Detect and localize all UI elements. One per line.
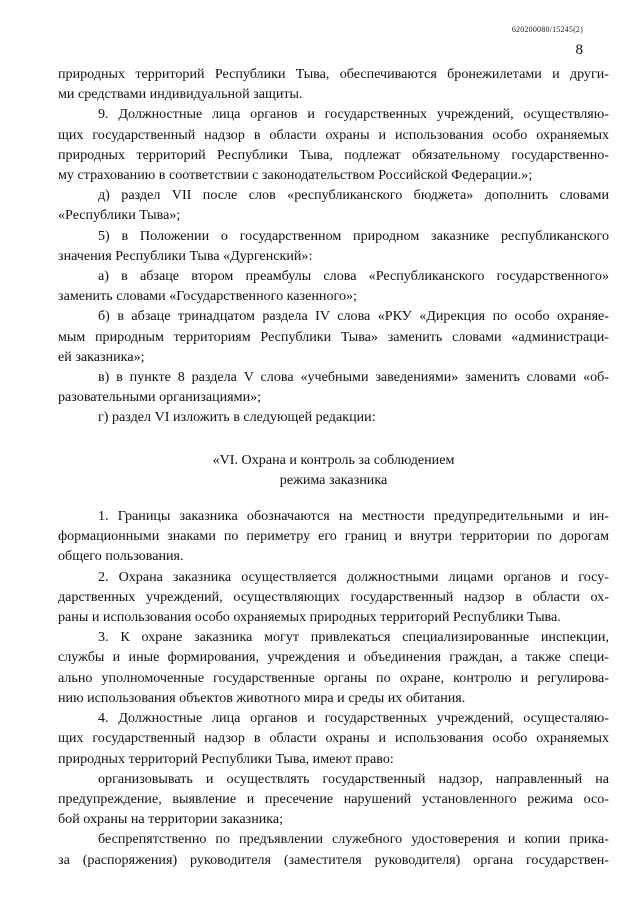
text-line: природных территорий Республики Тыва, обеспечиваются бронежилетами и други-: [58, 66, 609, 82]
text-line: щих государственный надзор в области охраны и использования особо охраняемых: [58, 730, 609, 747]
paragraph: [58, 708, 609, 769]
text-line: бой охраны на территории заказника;: [58, 811, 284, 828]
text-line: щих государственный надзор в области охраны и использования особо охраняемых: [58, 126, 609, 143]
text-line: мым природным территориям Республики Тыва» заменить словами «администраци-: [58, 328, 609, 345]
paragraph: [58, 567, 609, 628]
text-line: природных территорий Республики Тыва, подлежат обязательному государственно-: [58, 146, 609, 163]
text-line: ально уполномоченные государственные органы по охране, контролю и регулирова-: [58, 669, 609, 686]
text-line: ей заказника»;: [58, 348, 145, 365]
text-line: раны и использования особо охраняемых природных территорий Республики Тыва.: [58, 609, 561, 626]
text-line: разовательными организациями»;: [58, 389, 262, 406]
paragraph: [58, 306, 609, 367]
text-line: ми средствами индивидуальной защиты.: [58, 86, 303, 103]
section-heading: [58, 450, 609, 490]
text-line: му страхованию в соответствии с законодательством Российской Федерации.»;: [58, 167, 533, 184]
text-line: а) в абзаце втором преамбулы слова «Республиканского государственного»: [98, 268, 609, 285]
document-body: [58, 64, 609, 870]
text-block-before-heading: [58, 64, 609, 428]
paragraph: [58, 769, 609, 830]
paragraph: [58, 829, 609, 869]
text-line: 2. Охрана заказника осуществляется должностными лицами органов и госу-: [98, 568, 609, 585]
text-block-after-heading: [58, 506, 609, 870]
paragraph: [58, 506, 609, 567]
text-line: д) раздел VII после слов «республиканского бюджета» дополнить словами: [98, 187, 609, 204]
section-heading-line: «VI. Охрана и контроль за соблюдением: [212, 451, 455, 468]
text-line: б) в абзаце тринадцатом раздела IV слова «РКУ «Дирекция по особо охраняе-: [98, 308, 609, 325]
text-line: 9. Должностные лица органов и государственных учреждений, осуществляю-: [98, 106, 609, 123]
text-line: общего пользования.: [58, 548, 184, 565]
text-line: природных территорий Республики Тыва, имеют право:: [58, 750, 394, 767]
paragraph: [58, 104, 609, 185]
text-line: беспрепятственно по предъявлении служебного удостоверения и копии прика-: [98, 831, 609, 848]
page-number: 8: [575, 42, 583, 58]
text-line: в) в пункте 8 раздела V слова «учебными заведениями» заменить словами «об-: [98, 369, 609, 386]
text-line: 3. К охране заказника могут привлекаться специализированные инспекции,: [98, 629, 609, 646]
paragraph: [58, 627, 609, 708]
paragraph: [58, 64, 609, 104]
text-line: дарственных учреждений, осуществляющих государственный надзор в области ох-: [58, 588, 609, 605]
text-line: формационными знаками по периметру его границ и внутри территории по дорогам: [58, 528, 609, 545]
paragraph: [58, 367, 609, 407]
text-line: предупреждение, выявление и пресечение нарушений установленного режима осо-: [58, 790, 609, 807]
text-line: 1. Границы заказника обозначаются на местности предупредительными и ин-: [98, 508, 609, 525]
text-line: «Республики Тыва»;: [58, 207, 181, 224]
text-line: 5) в Положении о государственном природном заказнике республиканского: [98, 227, 609, 244]
paragraph: [58, 185, 609, 225]
text-line: заменить словами «Государственного казенного»;: [58, 288, 357, 305]
paragraph: [58, 407, 609, 427]
text-line: г) раздел VI изложить в следующей редакции:: [98, 409, 376, 426]
text-line: организовывать и осуществлять государственный надзор, направленный на: [98, 770, 609, 787]
section-heading-line: режима заказника: [279, 471, 388, 488]
document-code: 620200080/15245(2): [511, 25, 583, 34]
text-line: нию использования объектов животного мира и среды их обитания.: [58, 689, 466, 706]
text-line: значения Республики Тыва «Дургенский»:: [58, 247, 313, 264]
text-line: службы и иные формирования, учреждения и объединения граждан, а также специ-: [58, 649, 609, 666]
paragraph: [58, 266, 609, 306]
text-line: 4. Должностные лица органов и государственных учреждений, осущесталяю-: [98, 710, 609, 727]
text-line: за (распоряжения) руководителя (заместителя руководителя) органа государствен-: [58, 851, 609, 868]
paragraph: [58, 226, 609, 266]
